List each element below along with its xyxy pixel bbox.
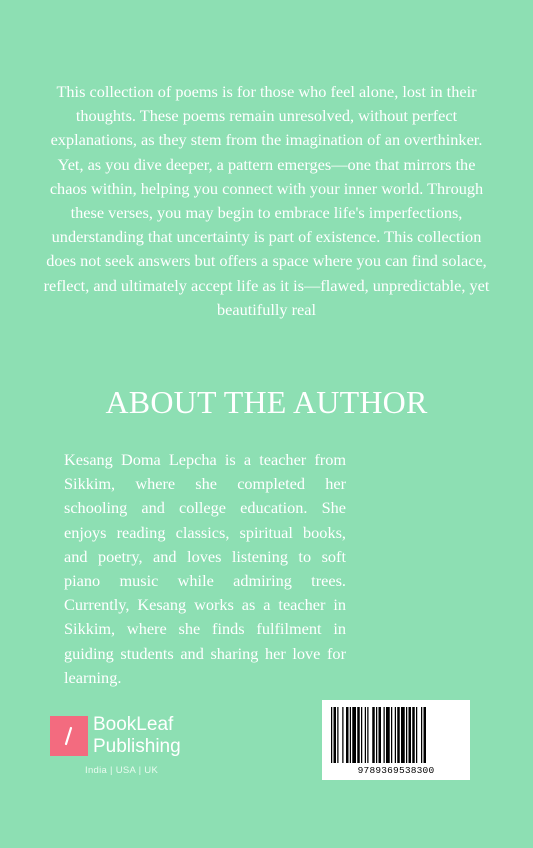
isbn-number: 9789369538300 — [357, 765, 435, 776]
barcode-bar — [346, 707, 349, 763]
barcode-bar — [365, 707, 366, 763]
publisher-regions: India | USA | UK — [85, 765, 159, 776]
barcode-bar — [367, 707, 368, 763]
publisher-name-line1: BookLeaf — [93, 714, 174, 735]
barcode-bar — [357, 707, 360, 763]
barcode-bar — [379, 707, 382, 763]
barcode-bar — [412, 707, 415, 763]
barcode-bar — [421, 707, 422, 763]
barcode-bar — [391, 707, 392, 763]
about-author-heading: ABOUT THE AUTHOR — [105, 384, 428, 420]
barcode-bar — [401, 707, 405, 763]
barcode-bar — [409, 707, 412, 763]
publisher-name-line2: Publishing — [93, 736, 181, 757]
barcode-bar — [386, 707, 390, 763]
barcode-bar — [397, 707, 400, 763]
isbn-barcode — [322, 700, 470, 780]
publisher-name — [93, 714, 181, 758]
barcode-bar — [331, 707, 332, 763]
barcode-bar — [384, 707, 385, 763]
barcode-bar — [361, 707, 362, 763]
book-blurb: This collection of poems is for those who feel alone, lost in their thoughts. These poems remain unresolved, without perfect explanations, as they stem from the imagination of an overthinker. Yet, as you dive deeper, a pattern emerges—one that mirrors the chaos within, helping you connect with your inner world. Through these verses, you may begin to embrace life's imperfections, understanding that uncertainty is part of existence. This collection does not seek answers but offers a space where you can find solace, reflect, and ultimately accept life as it is—flawed, unpredictable, yet beautifully real — [43, 82, 490, 319]
barcode-bar — [372, 707, 375, 763]
author-bio: Kesang Doma Lepcha is a teacher from Sikkim, where she completed her schooling and college education. She enjoys reading classics, spiritual books, and poetry, and loves listening to soft piano music while admiring trees. Currently, Kesang works as a teacher in Sikkim, where she finds fulfilment in guiding students and sharing her love for learning. — [64, 450, 346, 687]
barcode-bar — [334, 707, 337, 763]
barcode-bar — [342, 707, 343, 763]
slash-logo-icon — [50, 716, 88, 756]
barcode-bar — [337, 707, 338, 763]
barcode-bar — [424, 707, 427, 763]
barcode-bar — [352, 707, 356, 763]
barcode-bar — [376, 707, 377, 763]
barcode-bar — [406, 707, 407, 763]
barcode-bar — [416, 707, 417, 763]
barcode-bars — [331, 707, 461, 763]
publisher-logo — [50, 716, 88, 756]
barcode-bar — [350, 707, 351, 763]
barcode-bar — [395, 707, 396, 763]
